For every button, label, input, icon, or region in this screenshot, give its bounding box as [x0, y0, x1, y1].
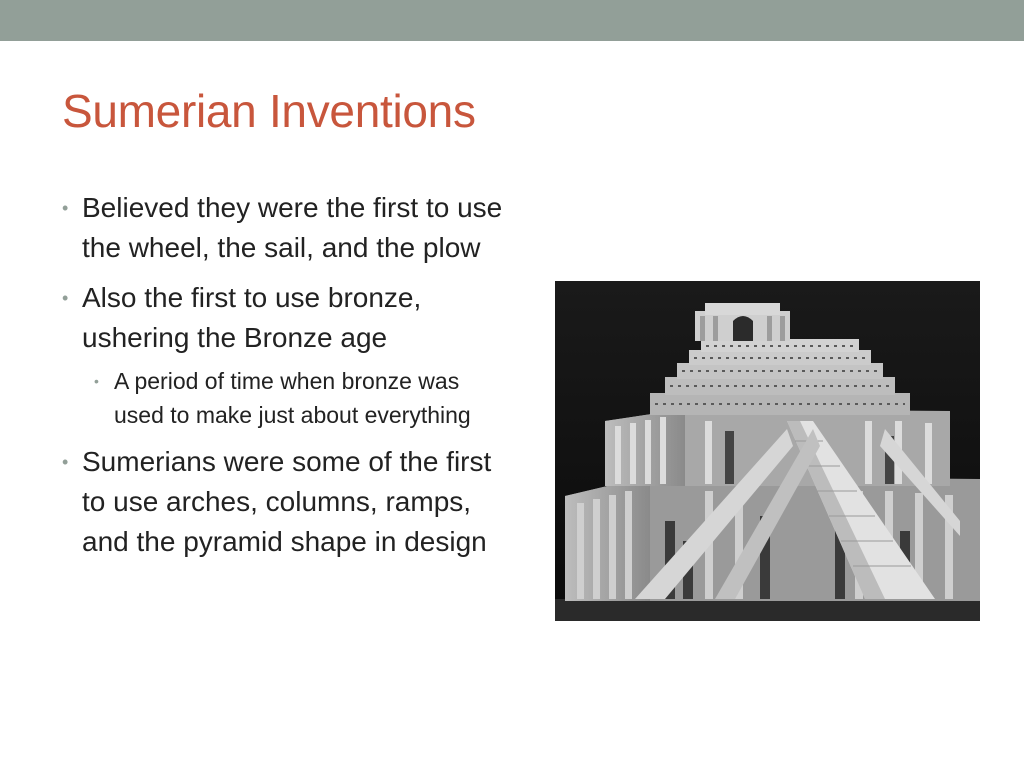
sub-bullet-text: A period of time when bronze was used to make just about everything — [114, 368, 471, 428]
bullet-icon: • — [62, 198, 69, 218]
ziggurat-photo — [555, 281, 980, 621]
bullet-item — [62, 442, 512, 562]
sub-bullet-item — [82, 364, 494, 432]
bullet-list — [62, 188, 512, 562]
bullet-icon: • — [62, 452, 69, 472]
sub-bullet-icon: • — [94, 373, 99, 389]
bullet-icon: • — [62, 288, 69, 308]
bullet-text: Also the first to use bronze, ushering the Bronze age — [82, 282, 422, 353]
sub-bullet-list — [82, 364, 512, 432]
slide-body — [62, 188, 512, 572]
slide-title: Sumerian Inventions — [62, 85, 476, 137]
bullet-item — [62, 188, 512, 268]
bullet-text: Sumerians were some of the first to use arches, columns, ramps, and the pyramid shape in design — [82, 446, 492, 557]
bullet-text: Believed they were the first to use the wheel, the sail, and the plow — [82, 192, 503, 263]
ziggurat-illustration — [555, 281, 980, 621]
bullet-item — [62, 278, 512, 432]
top-accent-bar — [0, 0, 1024, 41]
